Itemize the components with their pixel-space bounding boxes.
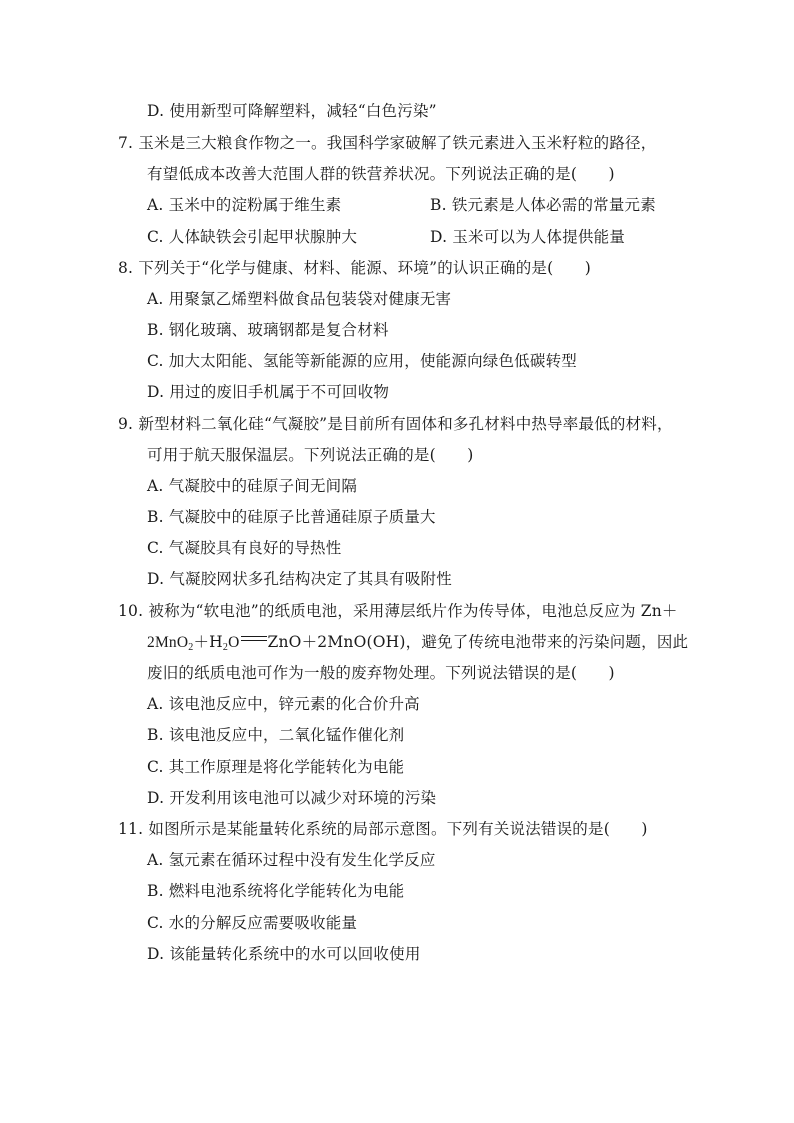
q8-option-a: A. 用聚氯乙烯塑料做食品包装袋对健康无害 <box>147 290 452 308</box>
q6-option-d: D. 使用新型可降解塑料，减轻“白色污染” <box>147 102 437 120</box>
q7-number: 7. <box>118 134 134 152</box>
q7-option-d: D. 玉米可以为人体提供能量 <box>430 228 626 246</box>
q9-stem-text-1: 新型材料二氧化硅“气凝胶”是目前所有固体和多孔材料中热导率最低的材料， <box>138 415 673 433</box>
q10-eq-sub-2a: 2 <box>188 642 194 653</box>
q9-option-d: D. 气凝胶网状多孔结构决定了其具有吸附性 <box>147 570 452 588</box>
q11-option-a: A. 氢元素在循环过程中没有发生化学反应 <box>147 851 436 869</box>
q7-stem-text-1: 玉米是三大粮食作物之一。我国科学家破解了铁元素进入玉米籽粒的路径， <box>138 134 657 152</box>
equals-sign-icon <box>241 634 267 644</box>
q11-option-c: C. 水的分解反应需要吸收能量 <box>147 914 358 932</box>
q9-number: 9. <box>118 415 134 433</box>
q10-option-c: C. 其工作原理是将化学能转化为电能 <box>147 758 405 776</box>
q11-option-b: B. 燃料电池系统将化学能转化为电能 <box>147 882 405 900</box>
q10-eq-o: O <box>228 634 240 651</box>
q9-stem-line2: 可用于航天服保温层。下列说法正确的是( ) <box>147 446 474 464</box>
q10-option-b: B. 该电池反应中，二氧化锰作催化剂 <box>147 726 405 744</box>
q8-stem-text: 下列关于“化学与健康、材料、能源、环境”的认识正确的是( ) <box>138 259 591 277</box>
q10-stem-text-2: ，避免了传统电池带来的污染问题，因此 <box>405 633 689 651</box>
q7-stem-line1 <box>118 133 656 153</box>
q10-number: 10. <box>118 602 144 620</box>
q10-eq-2mno2: 2MnO <box>147 634 189 651</box>
q8-option-b: B. 钢化玻璃、玻璃钢都是复合材料 <box>147 321 389 339</box>
q11-stem-text: 如图所示是某能量转化系统的局部示意图。下列有关说法错误的是( ) <box>148 820 648 838</box>
q10-stem-text-1: 被称为“软电池”的纸质电池，采用薄层纸片作为传导体，电池总反应为 Zn＋ <box>148 602 678 620</box>
q10-stem-line1 <box>118 601 678 621</box>
q9-option-a: A. 气凝胶中的硅原子间无间隔 <box>147 477 358 495</box>
q9-option-b: B. 气凝胶中的硅原子比普通硅原子质量大 <box>147 508 436 526</box>
q10-stem-line3: 废旧的纸质电池可作为一般的废弃物处理。下列说法错误的是( ) <box>147 664 615 682</box>
q10-eq-products: ZnO＋2MnO(OH) <box>267 633 406 651</box>
q8-option-c: C. 加大太阳能、氢能等新能源的应用，使能源向绿色低碳转型 <box>147 352 577 370</box>
q8-stem <box>118 258 591 278</box>
q9-option-c: C. 气凝胶具有良好的导热性 <box>147 539 342 557</box>
q7-option-c: C. 人体缺铁会引起甲状腺肿大 <box>147 228 358 246</box>
q11-number: 11. <box>118 820 144 838</box>
q11-option-d: D. 该能量转化系统中的水可以回收使用 <box>147 945 421 963</box>
q8-option-d: D. 用过的废旧手机属于不可回收物 <box>147 383 390 401</box>
q10-eq-sub-2b: 2 <box>222 642 229 653</box>
q10-option-a: A. 该电池反应中，锌元素的化合价升高 <box>147 695 420 713</box>
q7-option-b: B. 铁元素是人体必需的常量元素 <box>430 196 656 214</box>
q10-equation-line <box>147 632 688 658</box>
q7-stem-line2: 有望低成本改善大范围人群的铁营养状况。下列说法正确的是( ) <box>147 165 615 183</box>
q11-stem <box>118 819 648 839</box>
q7-option-a: A. 玉米中的淀粉属于维生素 <box>147 196 342 214</box>
q10-eq-plus-h: ＋H <box>193 633 223 651</box>
q9-stem-line1 <box>118 414 673 434</box>
q8-number: 8. <box>118 259 134 277</box>
q10-option-d: D. 开发利用该电池可以减少对环境的污染 <box>147 789 437 807</box>
